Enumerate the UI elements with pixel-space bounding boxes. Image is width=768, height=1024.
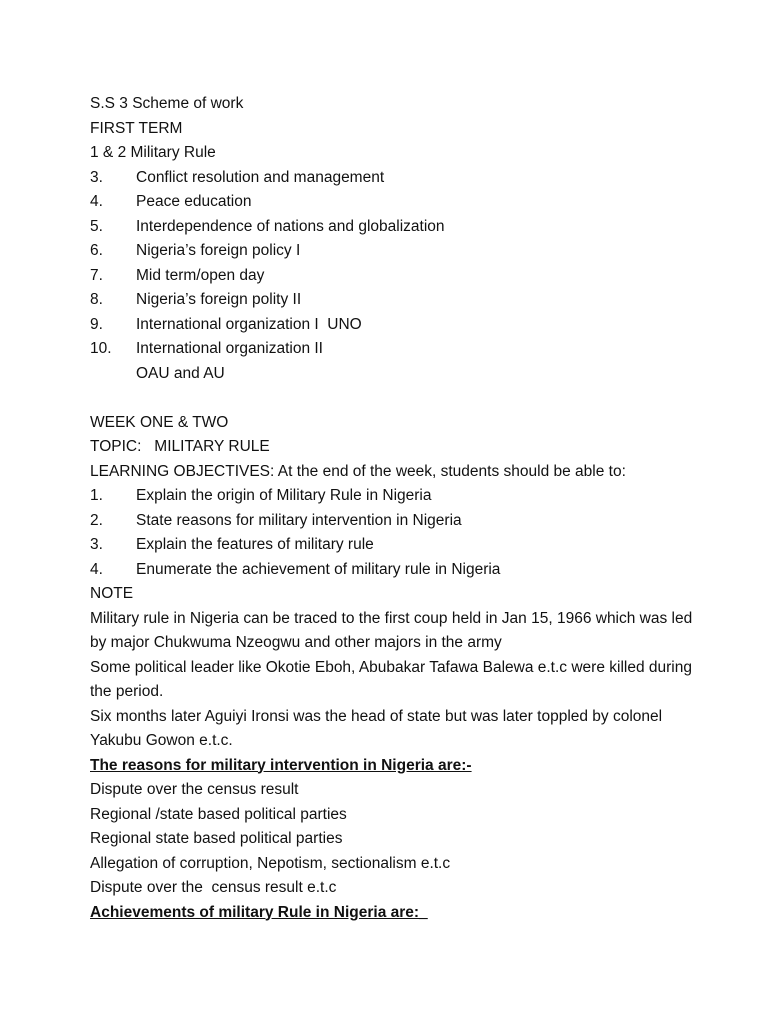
term-label: FIRST TERM (90, 119, 183, 137)
list-item-number: 3. (90, 536, 103, 553)
list-item-text: Explain the features of military rule (136, 536, 374, 553)
list-item-text: Peace education (136, 193, 252, 210)
objectives-list (90, 484, 700, 582)
list-item (90, 484, 700, 509)
reasons-list (90, 778, 700, 901)
scheme-title: S.S 3 Scheme of work (90, 95, 244, 112)
week-heading: WEEK ONE & TWO (90, 413, 229, 431)
list-item-number: 10. (90, 340, 112, 357)
scheme-first-item: 1 & 2 Military Rule (90, 144, 216, 161)
list-item-text: Nigeria’s foreign policy I (136, 242, 301, 259)
list-item-text: International organization I UNO (136, 315, 362, 333)
list-item (90, 166, 700, 191)
list-item-number: 9. (90, 315, 103, 333)
spacer (90, 386, 700, 411)
list-item-number: 8. (90, 291, 103, 308)
list-item-text: Mid term/open day (136, 266, 265, 284)
list-item (90, 533, 700, 558)
note-paragraph: Some political leader like Okotie Eboh, Abubakar Tafawa Balewa e.t.c were killed during the period. (90, 658, 692, 700)
scheme-list (90, 166, 700, 387)
note-paragraph: Military rule in Nigeria can be traced to the first coup held in Jan 15, 1966 which was led by major Chukwuma Nzeogwu and other majors in the army (90, 609, 693, 651)
list-item (90, 558, 700, 583)
list-item-continuation: OAU and AU (136, 364, 225, 382)
list-item-number: 5. (90, 217, 103, 235)
reason-item: Regional /state based political parties (90, 805, 347, 823)
list-item-number: 4. (90, 560, 103, 578)
list-item-text: Explain the origin of Military Rule in Nigeria (136, 487, 432, 504)
list-item-number: 3. (90, 168, 103, 186)
reason-item: Allegation of corruption, Nepotism, sectionalism e.t.c (90, 854, 451, 872)
document-page (90, 92, 700, 925)
list-item (90, 337, 700, 362)
list-item-text: State reasons for military intervention in Nigeria (136, 511, 462, 529)
list-item-number: 7. (90, 266, 103, 284)
achievements-heading: Achievements of military Rule in Nigeria are:_ (90, 903, 428, 921)
objectives-intro: LEARNING OBJECTIVES: At the end of the week, students should be able to: (90, 462, 626, 480)
list-item (90, 313, 700, 338)
list-item (90, 288, 700, 313)
reason-item: Regional state based political parties (90, 830, 343, 847)
list-item-number: 2. (90, 511, 103, 529)
list-item-text: Conflict resolution and management (136, 168, 385, 186)
list-item-text: International organization II (136, 340, 323, 357)
list-item-number: 1. (90, 487, 103, 504)
list-item-text: Interdependence of nations and globalization (136, 217, 445, 235)
list-item-number: 6. (90, 242, 103, 259)
list-item-text: Nigeria’s foreign polity II (136, 291, 302, 308)
list-item (90, 264, 700, 289)
list-item (90, 190, 700, 215)
topic-heading: TOPIC: MILITARY RULE (90, 438, 270, 455)
reason-item: Dispute over the census result e.t.c (90, 879, 337, 896)
reasons-heading: The reasons for military intervention in Nigeria are:- (90, 756, 472, 774)
list-item (90, 215, 700, 240)
list-item-number: 4. (90, 193, 103, 210)
list-item (90, 239, 700, 264)
list-item (90, 509, 700, 534)
note-paragraph: Six months later Aguiyi Ironsi was the head of state but was later toppled by colonel Yakubu Gowon e.t.c. (90, 707, 663, 749)
list-item-text: Enumerate the achievement of military rule in Nigeria (136, 560, 501, 578)
reason-item: Dispute over the census result (90, 781, 299, 798)
note-label: NOTE (90, 585, 134, 602)
